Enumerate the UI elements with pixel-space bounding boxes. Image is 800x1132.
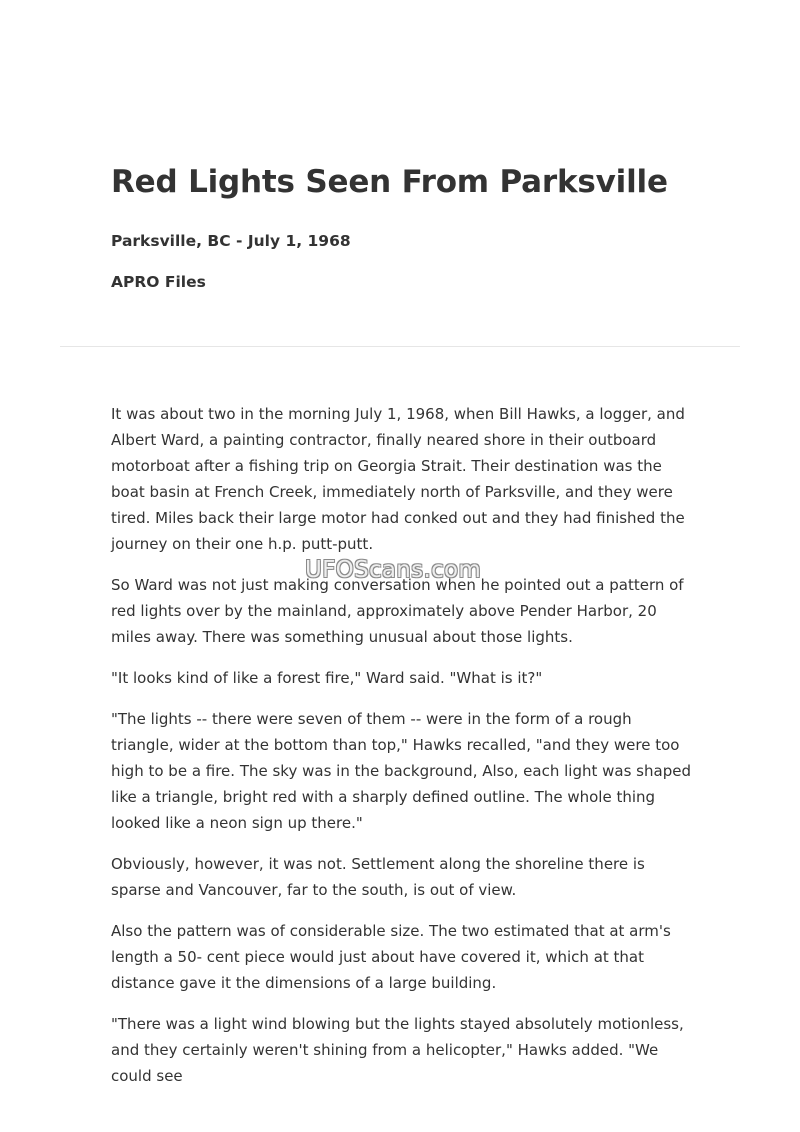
page-title: Red Lights Seen From Parksville bbox=[111, 164, 668, 200]
article-body bbox=[111, 401, 696, 1104]
paragraph-4: "The lights -- there were seven of them -- were in the form of a rough triangle, wider at the bottom than top," Hawks recalled, "and they were too high to be a fire. The sky was in the background, Also, each light was shaped like a triangle, bright red with a sharply defined outline. The whole thing looked like a neon sign up there." bbox=[111, 710, 691, 832]
location-date: Parksville, BC - July 1, 1968 bbox=[111, 232, 351, 250]
paragraph-6: Also the pattern was of considerable size. The two estimated that at arm's length a 50- cent piece would just about have covered it, which at that distance gave it the dimensions of a large building. bbox=[111, 922, 671, 992]
paragraph-2: So Ward was not just making conversation when he pointed out a pattern of red lights over by the mainland, approximately above Pender Harbor, 20 miles away. There was something unusual about those lights. bbox=[111, 576, 684, 646]
paragraph-5: Obviously, however, it was not. Settlement along the shoreline there is sparse and Vancouver, far to the south, is out of view. bbox=[111, 855, 645, 899]
watermark-text: UFOScans.com bbox=[305, 557, 482, 583]
article-header bbox=[111, 160, 731, 293]
header-divider bbox=[60, 346, 740, 347]
paragraph-7: "There was a light wind blowing but the lights stayed absolutely motionless, and they certainly weren't shining from a helicopter," Hawks added. "We could see bbox=[111, 1015, 684, 1085]
paragraph-1: It was about two in the morning July 1, 1968, when Bill Hawks, a logger, and Albert Ward, a painting contractor, finally neared shore in their outboard motorboat after a fishing trip on Georgia Strait. Their destination was the boat basin at French Creek, immediately north of Parksville, and they were tired. Miles back their large motor had conked out and they had finished the journey on their one h.p. putt-putt. bbox=[111, 405, 685, 553]
paragraph-3: "It looks kind of like a forest fire," Ward said. "What is it?" bbox=[111, 669, 543, 687]
source-label: APRO Files bbox=[111, 273, 206, 291]
